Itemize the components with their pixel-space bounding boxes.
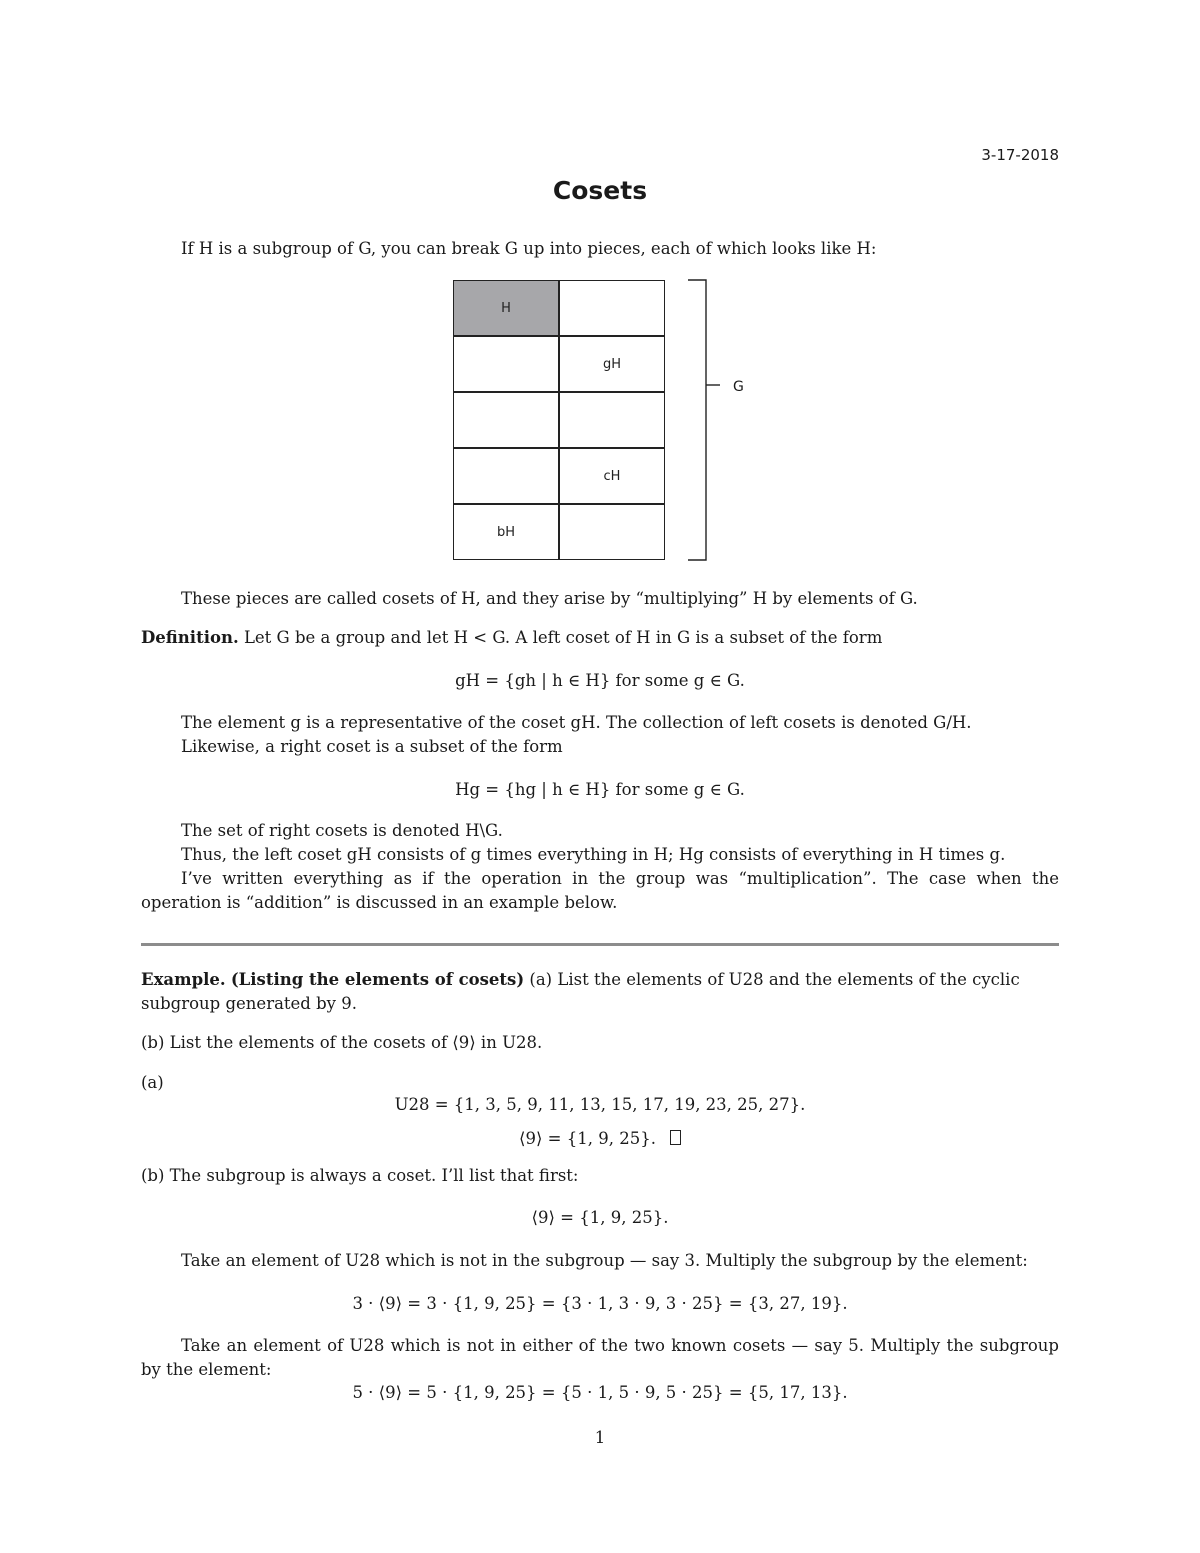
example-title: (Listing the elements of cosets) <box>230 970 525 989</box>
qed-box-icon <box>670 1130 681 1145</box>
cell-H: H <box>453 280 559 336</box>
cell-bH: bH <box>453 504 559 560</box>
page-title: Cosets <box>552 176 648 205</box>
example-question-a-2: subgroup generated by 9. <box>141 994 357 1013</box>
written-text-2: operation is “addition” is discussed in an example below. <box>141 893 618 912</box>
definition-label: Definition. <box>141 628 239 647</box>
cell-empty <box>559 392 665 448</box>
take-5-text-2: by the element: <box>141 1360 272 1379</box>
example-question-b: (b) List the elements of the cosets of ⟨9⟩ in U28. <box>141 1033 543 1052</box>
section-divider <box>141 943 1059 946</box>
page-number: 1 <box>594 1428 606 1447</box>
u28-equation: U28 = {1, 3, 5, 9, 11, 13, 15, 17, 19, 23, 25, 27}. <box>394 1095 806 1114</box>
example-label: Example. <box>141 970 226 989</box>
thus-text: Thus, the left coset gH consists of g times everything in H; Hg consists of everything in H times g. <box>181 845 1006 864</box>
left-coset-equation: gH = {gh | h ∈ H} for some g ∈ G. <box>455 671 745 690</box>
subgroup-9-equation-again: ⟨9⟩ = {1, 9, 25}. <box>531 1208 669 1227</box>
answer-a-label: (a) <box>141 1073 164 1092</box>
cell-empty <box>559 504 665 560</box>
intro-text: If H is a subgroup of G, you can break G up into pieces, each of which looks like H: <box>181 239 877 258</box>
right-cosets-text: The set of right cosets is denoted H\G. <box>181 821 503 840</box>
pieces-text: These pieces are called cosets of H, and they arise by “multiplying” H by elements of G. <box>181 589 918 608</box>
date: 3-17-2018 <box>981 146 1059 164</box>
cell-gH: gH <box>559 336 665 392</box>
cell-cH: cH <box>559 448 665 504</box>
cell-empty <box>453 336 559 392</box>
cell-empty <box>453 448 559 504</box>
answer-b-text: (b) The subgroup is always a coset. I’ll list that first: <box>141 1166 579 1185</box>
subgroup-9-text: ⟨9⟩ = {1, 9, 25}. <box>519 1129 656 1148</box>
subgroup-9-equation <box>141 1127 1059 1151</box>
definition <box>141 626 1059 650</box>
right-coset-equation: Hg = {hg | h ∈ H} for some g ∈ G. <box>455 780 745 799</box>
bracket-label-G: G <box>733 379 744 395</box>
take-5-text: Take an element of U28 which is not in either of the two known cosets — say 5. Multiply the subgroup <box>181 1336 1059 1355</box>
representative-text: The element g is a representative of the coset gH. The collection of left cosets is denoted G/H. <box>181 713 972 732</box>
cell-empty <box>453 392 559 448</box>
likewise-text: Likewise, a right coset is a subset of the form <box>181 737 563 756</box>
bracket <box>684 278 724 564</box>
written-text: I’ve written everything as if the operation in the group was “multiplication”. The case when the <box>181 869 1059 888</box>
take-3-text: Take an element of U28 which is not in the subgroup — say 3. Multiply the subgroup by the element: <box>181 1251 1028 1270</box>
coset-5-equation: 5 · ⟨9⟩ = 5 · {1, 9, 25} = {5 · 1, 5 · 9, 5 · 25} = {5, 17, 13}. <box>352 1383 848 1402</box>
example-question-a: (a) List the elements of U28 and the elements of the cyclic <box>529 970 1020 989</box>
example-line <box>141 968 1059 992</box>
cell-empty <box>559 280 665 336</box>
definition-text: Let G be a group and let H < G. A left coset of H in G is a subset of the form <box>243 628 883 647</box>
coset-3-equation: 3 · ⟨9⟩ = 3 · {1, 9, 25} = {3 · 1, 3 · 9, 3 · 25} = {3, 27, 19}. <box>352 1294 848 1313</box>
coset-diagram <box>453 280 666 561</box>
